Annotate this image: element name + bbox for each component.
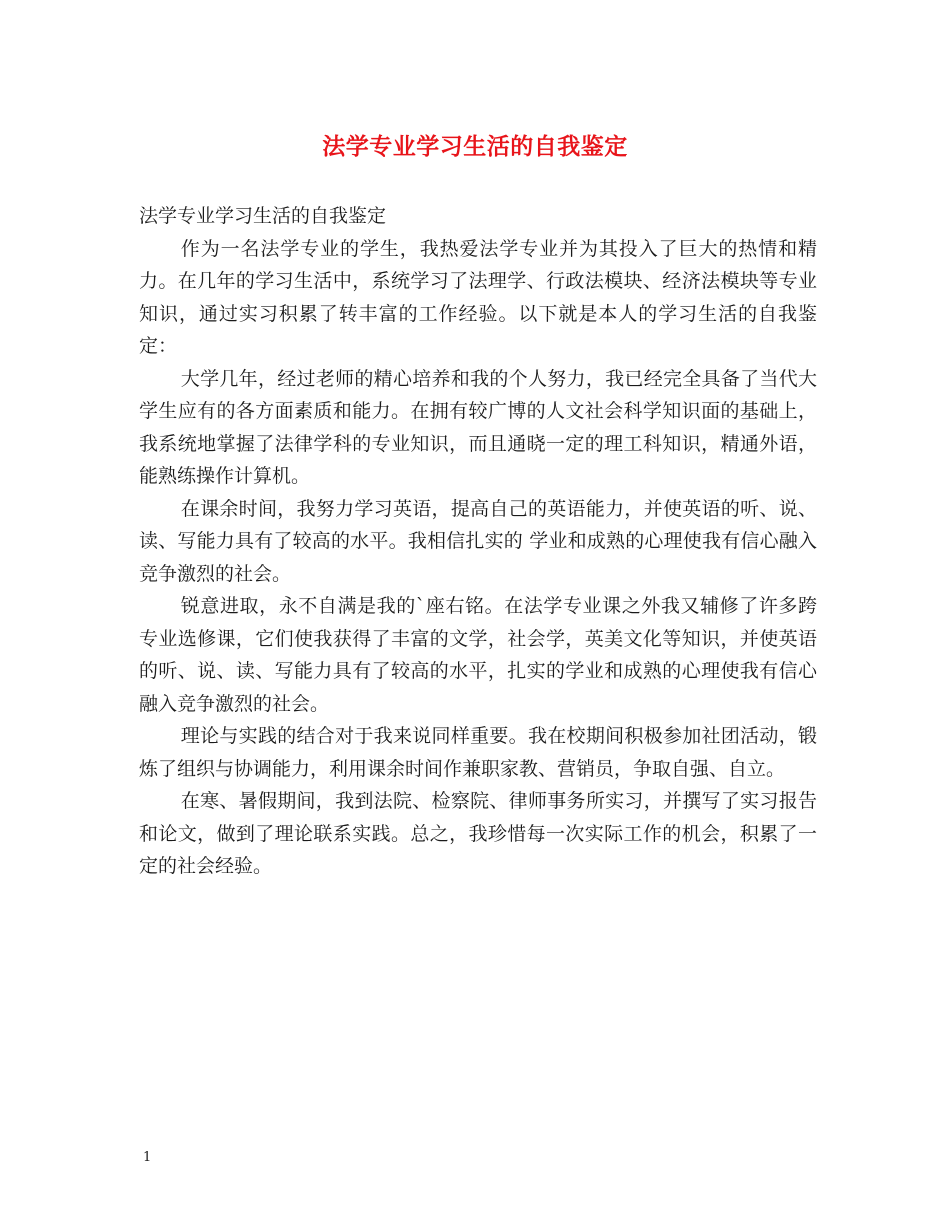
document-title: 法学专业学习生活的自我鉴定 xyxy=(322,133,628,160)
paragraph-3: 在课余时间，我努力学习英语，提高自己的英语能力，并使英语的听、说、读、写能力具有了较高的水平。我相信扎实的 学业和成熟的心理使我有信心融入竞争激烈的社会。 xyxy=(139,497,817,585)
document-subtitle: 法学专业学习生活的自我鉴定 xyxy=(139,205,387,227)
paragraph-6: 在寒、暑假期间，我到法院、检察院、律师事务所实习，并撰写了实习报告和论文，做到了理论联系实践。总之，我珍惜每一次实际工作的机会，积累了一定的社会经验。 xyxy=(139,790,817,877)
paragraph-5: 理论与实践的结合对于我来说同样重要。我在校期间积极参加社团活动，锻炼了组织与协调能力，利用课余时间作兼职家教、营销员，争取自强、自立。 xyxy=(139,725,817,780)
page-number: 1 xyxy=(143,1150,152,1165)
paragraph-1: 作为一名法学专业的学生，我热爱法学专业并为其投入了巨大的热情和精力。在几年的学习生活中，系统学习了法理学、行政法模块、经济法模块等专业知识，通过实习积累了转丰富的工作经验。以下就是本人的学习生活的自我鉴定： xyxy=(139,237,817,357)
document-body xyxy=(139,200,817,883)
paragraph-4: 锐意进取，永不自满是我的`座右铭。在法学专业课之外我又辅修了许多跨专业选修课，它们使我获得了丰富的文学，社会学，英美文化等知识，并使英语的听、说、读、写能力具有了较高的水平，扎实的学业和成熟的心理使我有信心融入竞争激烈的社会。 xyxy=(139,595,817,715)
paragraph-2: 大学几年，经过老师的精心培养和我的个人努力，我已经完全具备了当代大学生应有的各方面素质和能力。在拥有较广博的人文社会科学知识面的基础上，我系统地掌握了法律学科的专业知识，而且通晓一定的理工科知识，精通外语，能熟练操作计算机。 xyxy=(139,367,817,487)
